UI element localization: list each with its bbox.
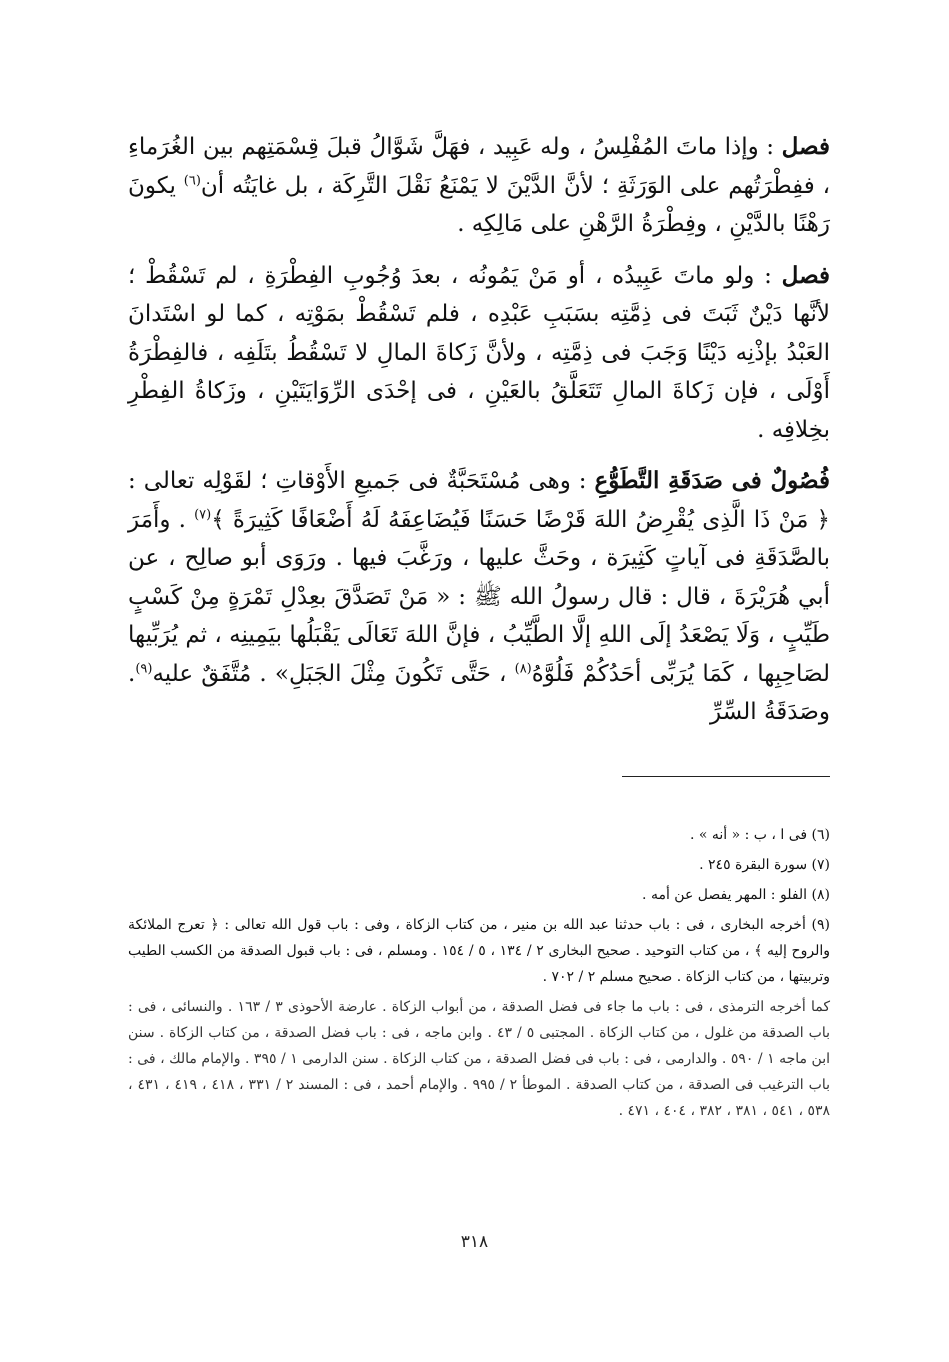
footnote-ref: (٨) xyxy=(514,660,532,676)
footnote-ref: (٧) xyxy=(194,506,212,522)
footnote-separator xyxy=(622,776,830,777)
section-1 xyxy=(128,128,830,244)
footnotes xyxy=(128,822,830,1128)
section-heading: فصل xyxy=(781,133,830,160)
section-text: . وصَدَقَةُ السِّرِّ xyxy=(128,660,830,725)
section-text: ، حَتَّى تَكُونَ مِثْلَ الجَبَلِ» . مُتَّفَقٌ عليه xyxy=(152,660,507,687)
section-text: : وإذا ماتَ المُفْلِسُ ، وله عَبِيد ، فهَلَّ شَوَّالُ قبلَ قِسْمَتِهم بين الغُرَماءِ ، ففِطْرَتُهم على الوَرَثَةِ ؛ لأنَّ الدَّيْنَ لا يَمْنَعُ نَقْلَ التَّرِكَة ، بل غايَتُه أن xyxy=(128,134,830,199)
footnote-9: (٩) أخرجه البخارى ، فى : باب حدثنا عبد الله بن منير ، من كتاب الزكاة ، وفى : باب قول الله تعالى : ﴿ تعرج الملائكة والروح إليه ﴾ ، من كتاب التوحيد . صحيح البخارى ٢ / ١٣٤ ، ٥ / ١٥٤ . ومسلم ، فى : باب قبول الصدقة من الكسب الطيب وتربيتها ، من كتاب الزكاة . صحيح مسلم ٢ / ٧٠٢ . xyxy=(128,917,830,985)
section-text: : ولو ماتَ عَبِيدُه ، أو مَنْ يَمُونُه ، بعدَ وُجُوبِ الفِطْرَةِ ، لم تَسْقُطْ ؛ لأنَّها دَيْنٌ ثَبَتَ فى ذِمَّتِه بسَبَبِ عَبْدِه ، فلم تَسْقُطْ بمَوْتِه ، كما لو اسْتَدانَ العَبْدُ بإذْنِه دَيْنًا وَجَبَ فى ذِمَّتِه ، ولأنَّ زَكاةَ المالِ لا تَسْقُطُ بتَلَفِه ، فالفِطْرَةُ أَوْلَى ، فإن زَكاةَ المالِ تَتَعَلَّقُ بالعَيْنِ ، فى إحْدَى الرِّوَايَتَيْنِ ، وزَكاةُ الفِطْرِ بخِلافِه . xyxy=(128,262,830,443)
section-heading: فُصُولٌ فى صَدَقَةِ التَّطَوُّعِ xyxy=(594,467,830,494)
section-2 xyxy=(128,257,830,450)
footnote-7: (٧) سورة البقرة ٢٤٥ . xyxy=(699,857,830,873)
section-heading: فصل xyxy=(781,261,831,289)
main-text xyxy=(128,128,830,745)
page-number: ٣١٨ xyxy=(460,1232,489,1252)
section-text: : وهى مُسْتَحَبَّةٌ فى جَميعِ الأَوْقاتِ ؛ لقَوْلِه تعالى : ﴿ مَنْ ذَا الَّذِى يُقْرِضُ اللهَ قَرْضًا حَسَنًا فَيُضَاعِفَهُ لَهُ أَضْعَافًا كَثِيرَةً ﴾ xyxy=(128,468,830,533)
section-3 xyxy=(128,462,830,732)
footnote-ref: (٦) xyxy=(183,172,201,188)
section-text: . وأَمَرَ بالصَّدَقَةِ فى آياتٍ كَثِيرَة ، وحَثَّ عليها ، ورَغَّبَ فيها . ورَوَى أبو صالِح ، عن أبي هُرَيْرَةَ ، قال : قال رسولُ الله ﷺ : « مَنْ تَصَدَّقَ بعِدْلِ تَمْرَةٍ مِنْ كَسْبٍ طَيِّبٍ ، وَلَا يَصْعَدُ إلَى اللهِ إلَّا الطَّيِّبُ ، فإنَّ اللهَ تَعَالَى يَقْبَلُها بيَمِينِه ، ثم يُرَبِّيها لصَاحِبِها ، كَمَا يُرَبِّى أحَدُكُمْ فَلُوَّهُ xyxy=(128,506,831,687)
footnote-9-continued: كما أخرجه الترمذى ، فى : باب ما جاء فى فضل الصدقة ، من أبواب الزكاة . عارضة الأحوذى ٣ / ١٦٣ . والنسائى ، فى : باب الصدقة من غلول ، من كتاب الزكاة . المجتبى ٥ / ٤٣ . وابن ماجه ، فى : باب فضل الصدقة ، من كتاب الزكاة . سنن ابن ماجه ١ / ٥٩٠ . والدارمى ، فى : باب فى فضل الصدقة ، من كتاب الزكاة . سنن الدارمى ١ / ٣٩٥ . والإمام مالك ، فى : باب الترغيب فى الصدقة ، من كتاب الصدقة . الموطأ ٢ / ٩٩٥ . والإمام أحمد ، فى : المسند ٢ / ٣٣١ ، ٤١٨ ، ٤١٩ ، ٤٣١ ، ٥٣٨ ، ٥٤١ ، ٣٨١ ، ٣٨٢ ، ٤٠٤ ، ٤٧١ . xyxy=(128,999,831,1119)
footnote-ref: (٩) xyxy=(135,660,153,676)
footnote-6: (٦) فى ا ، ب : « أنه » . xyxy=(689,827,830,843)
footnote-8: (٨) الفلو : المهر يفصل عن أمه . xyxy=(642,887,830,903)
section-text: يكونَ رَهْنًا بالدَّيْنِ ، وفِطْرَةُ الرَّهْنِ على مَالِكِه . xyxy=(128,172,830,237)
